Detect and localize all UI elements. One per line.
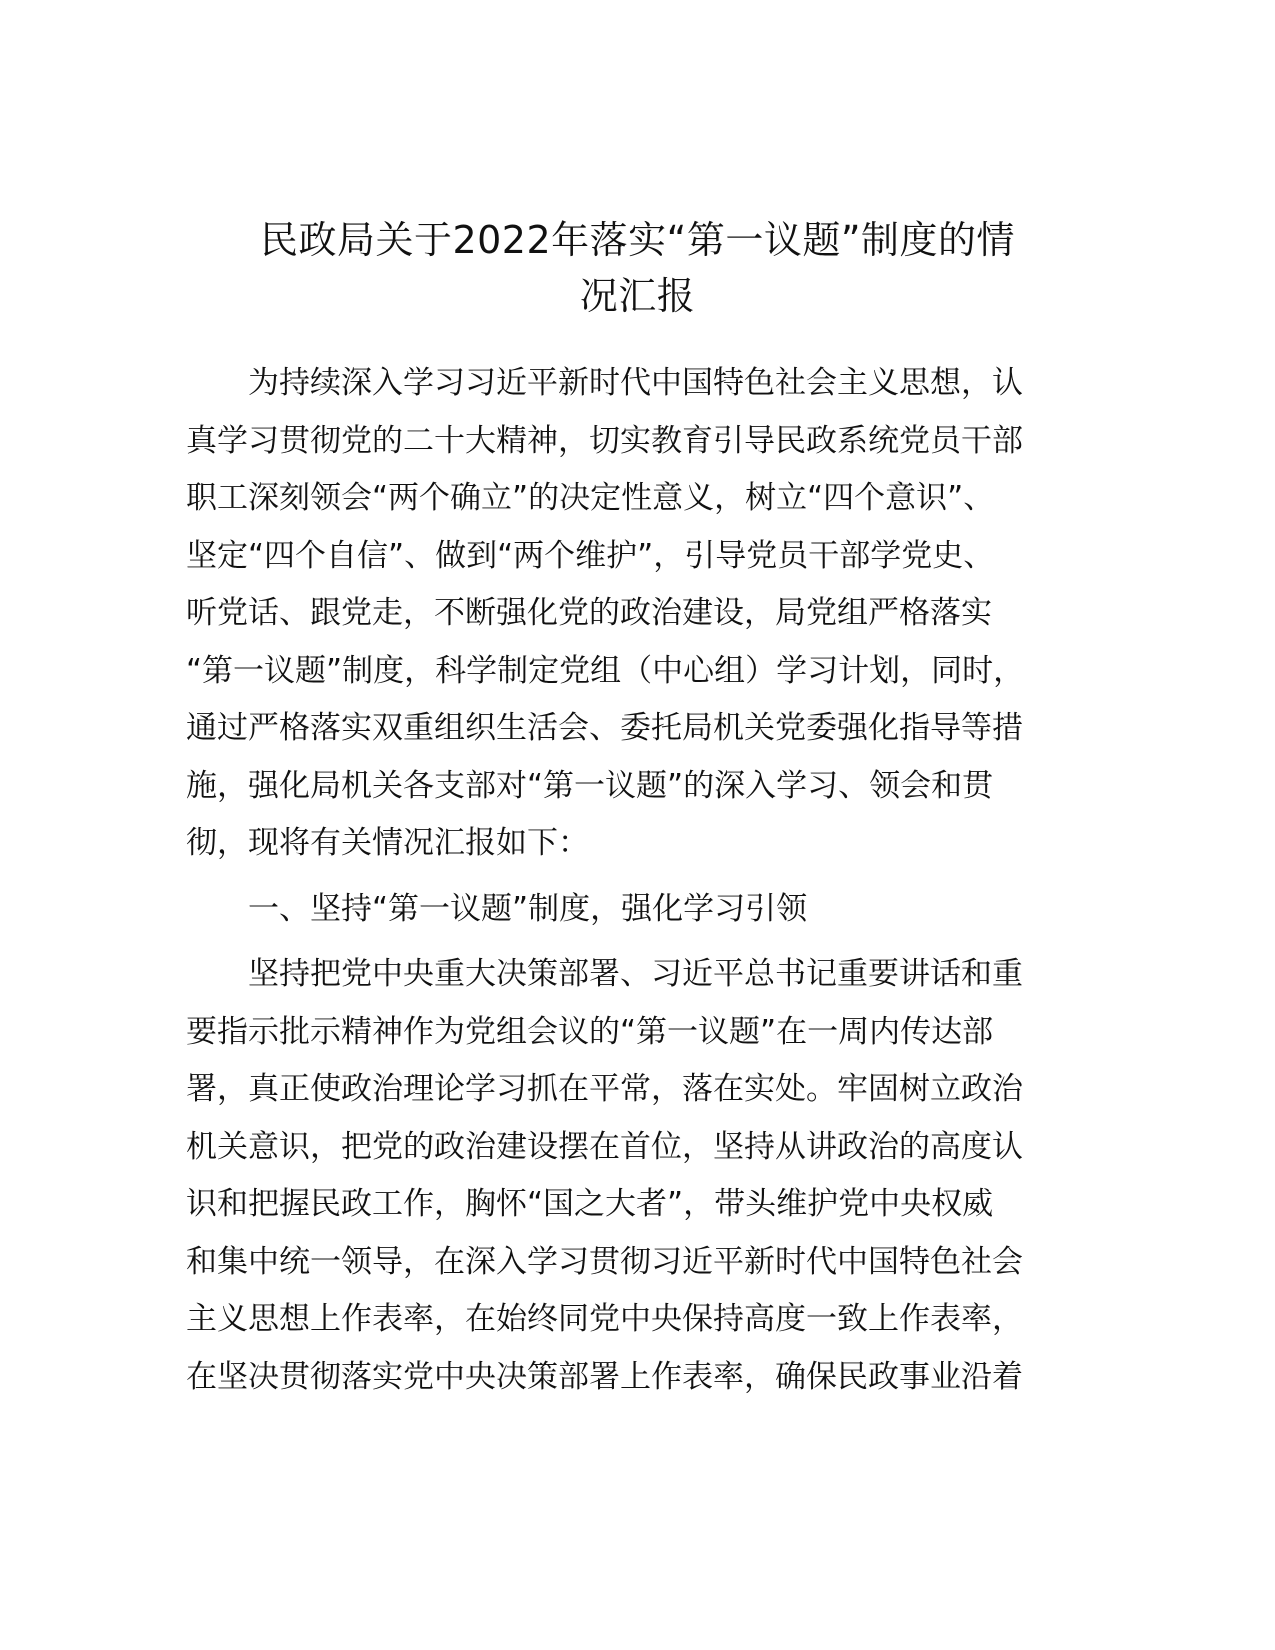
paragraph-line: 和集中统一领导，在深入学习贯彻习近平新时代中国特色社会 [186, 1243, 1023, 1280]
title-line-1: 民政局关于2022年落实“第一议题”制度的情 [259, 218, 1016, 262]
intro-paragraph [186, 355, 1086, 873]
paragraph-line: 职工深刻领会“两个确立”的决定性意义，树立“四个意识”、 [186, 480, 995, 516]
section-paragraph [186, 946, 1086, 1406]
paragraph-line: “第一议题”制度，科学制定党组（中心组）学习计划，同时， [186, 652, 1025, 689]
paragraph-line: 为持续深入学习习近平新时代中国特色社会主义思想，认 [248, 365, 1023, 401]
document-title [170, 212, 1105, 324]
paragraph-line: 通过严格落实双重组织生活会、委托局机关党委强化指导等措 [186, 710, 1023, 746]
paragraph-line: 主义思想上作表率，在始终同党中央保持高度一致上作表率， [186, 1301, 1023, 1337]
paragraph-line: 坚持把党中央重大决策部署、习近平总书记重要讲话和重 [248, 956, 1023, 992]
paragraph-line: 听党话、跟党走，不断强化党的政治建设，局党组严格落实 [186, 595, 992, 631]
title-line-2: 况汇报 [579, 274, 696, 318]
paragraph-line: 真学习贯彻党的二十大精神，切实教育引导民政系统党员干部 [186, 422, 1023, 459]
section-heading: 一、坚持“第一议题”制度，强化学习引领 [248, 890, 808, 927]
paragraph-line: 施，强化局机关各支部对“第一议题”的深入学习、领会和贯 [186, 767, 994, 804]
paragraph-line: 要指示批示精神作为党组会议的“第一议题”在一周内传达部 [186, 1013, 994, 1050]
paragraph-line: 识和把握民政工作，胸怀“国之大者”，带头维护党中央权威 [186, 1186, 994, 1222]
paragraph-line: 在坚决贯彻落实党中央决策部署上作表率，确保民政事业沿着 [186, 1358, 1023, 1395]
document-body [186, 355, 1086, 1406]
paragraph-line: 彻，现将有关情况汇报如下： [186, 825, 589, 861]
paragraph-line: 坚定“四个自信”、做到“两个维护”，引导党员干部学党史、 [186, 537, 995, 574]
paragraph-line: 机关意识，把党的政治建设摆在首位，坚持从讲政治的高度认 [186, 1128, 1023, 1165]
paragraph-line: 署，真正使政治理论学习抓在平常，落在实处。牢固树立政治 [186, 1071, 1023, 1107]
